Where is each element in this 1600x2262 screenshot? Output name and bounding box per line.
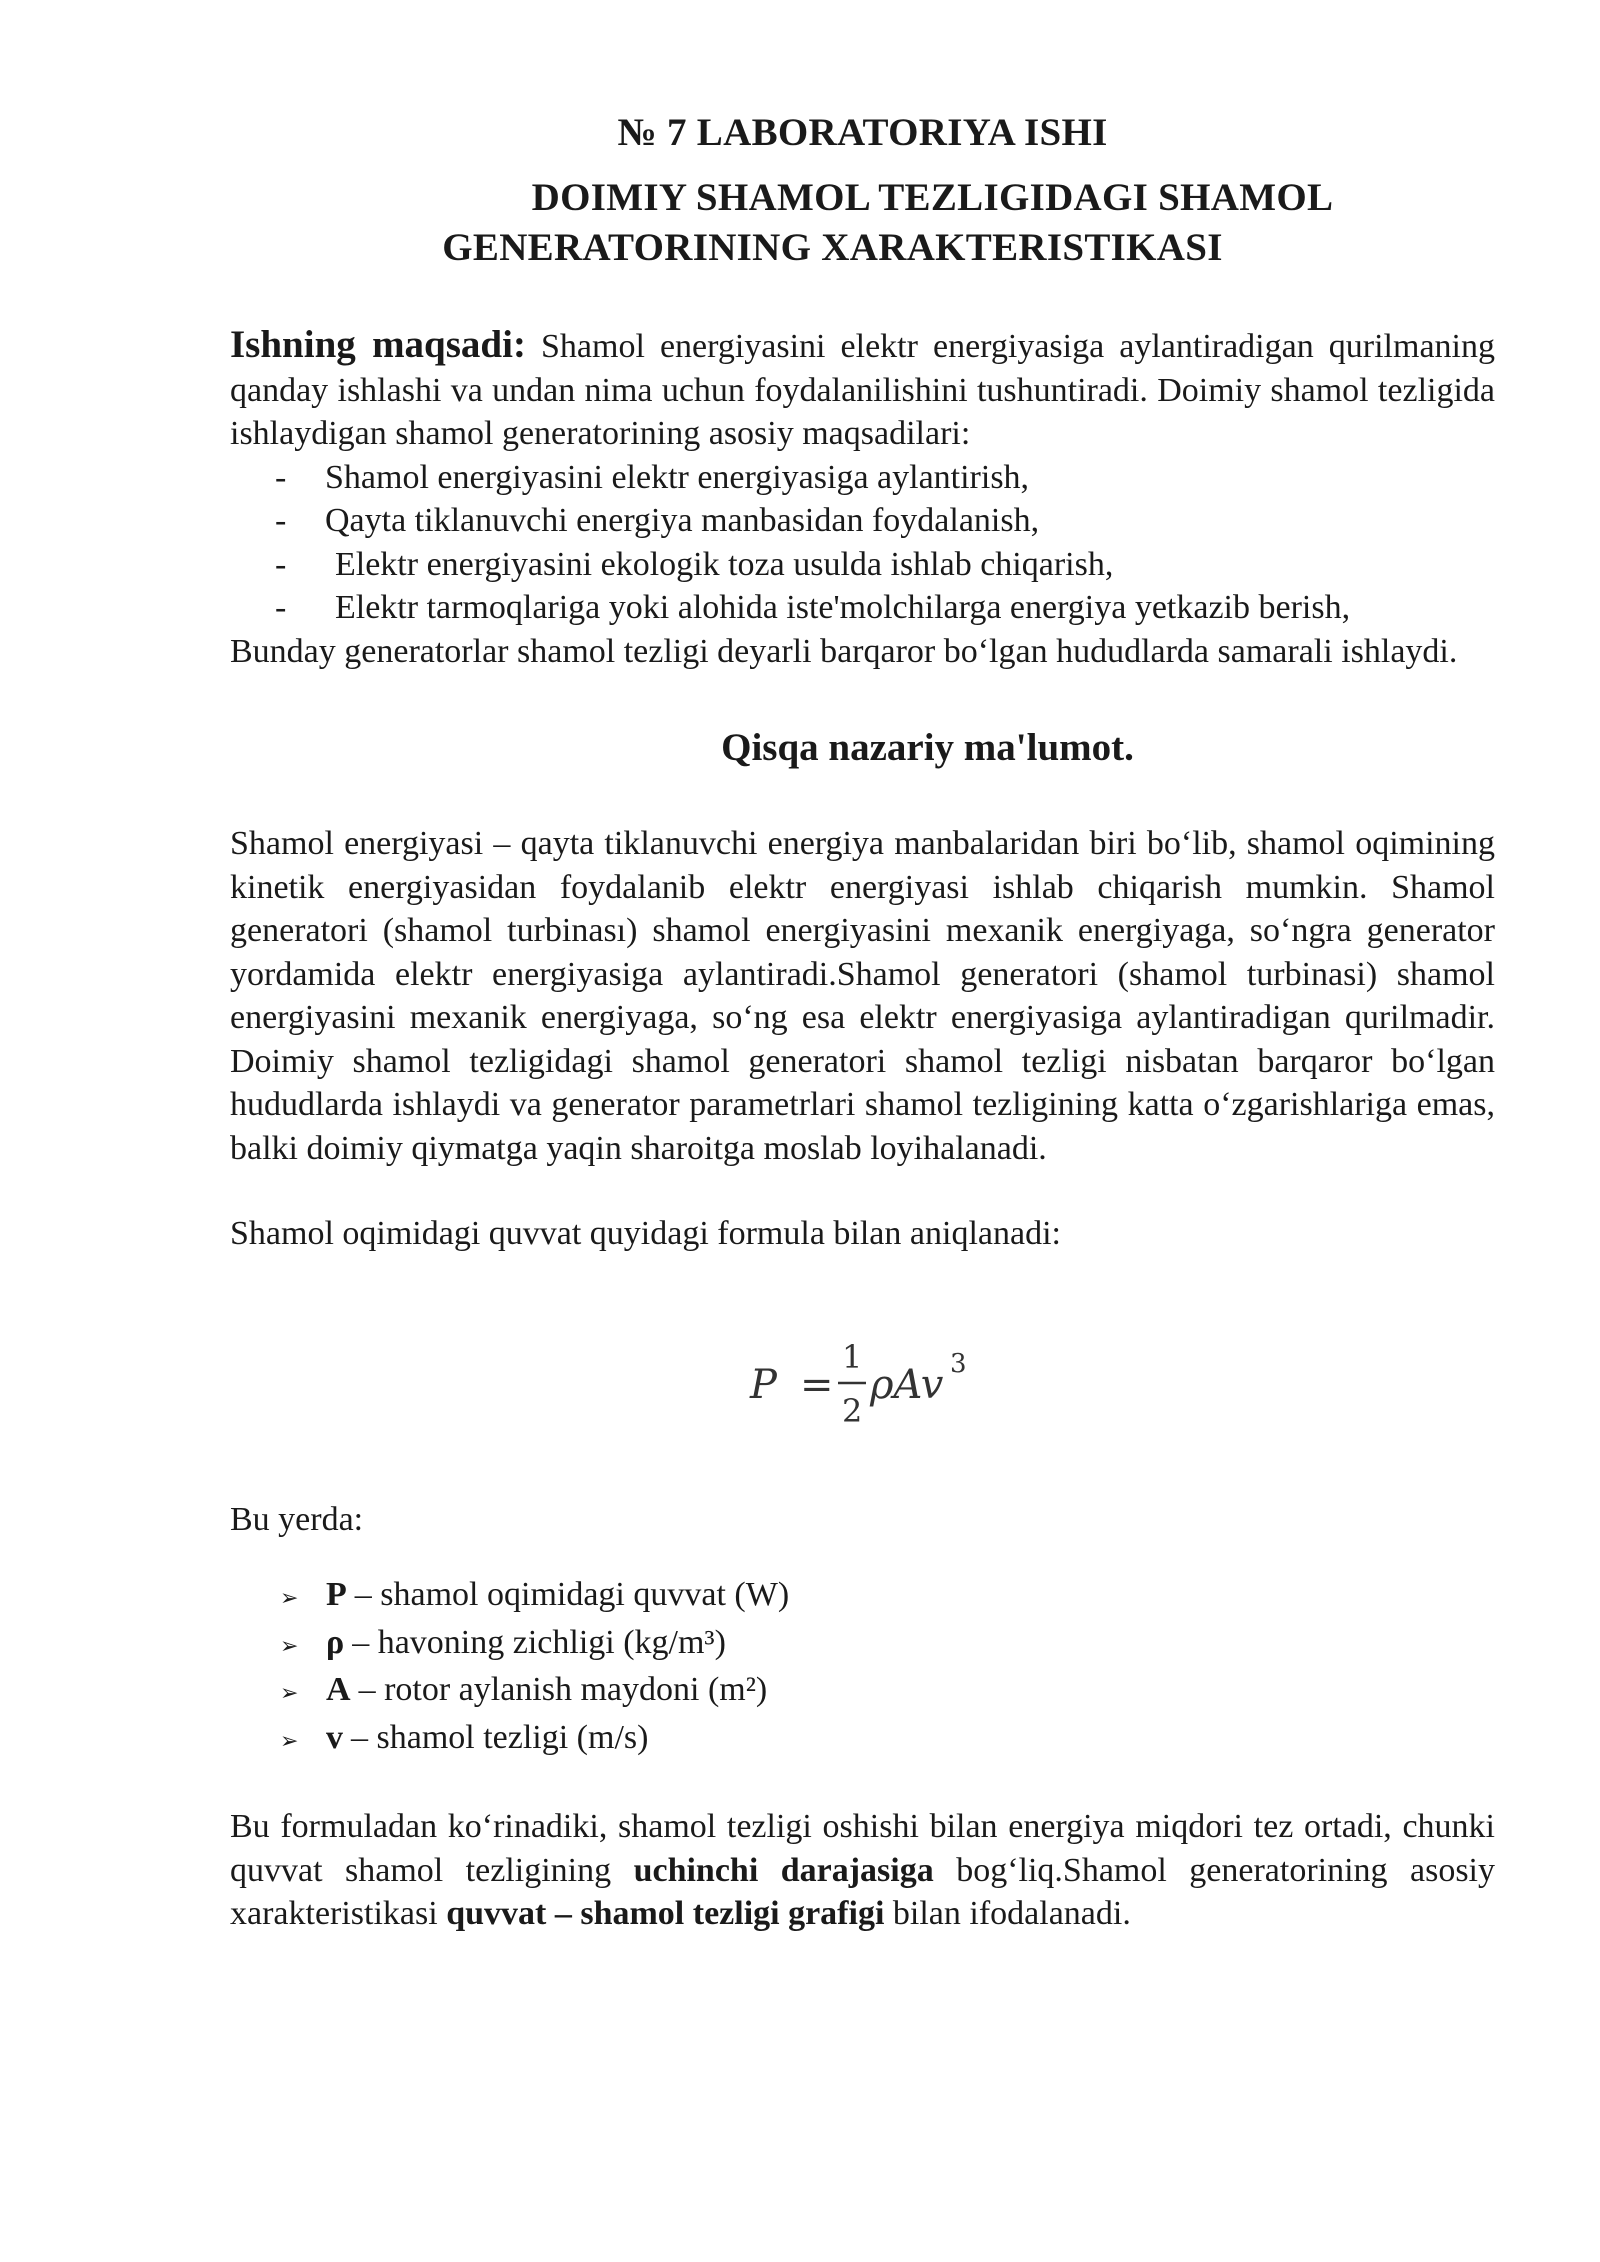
arrow-bullet-icon: ➢ <box>280 1681 299 1706</box>
arrow-bullet-icon: ➢ <box>280 1586 299 1611</box>
formula-rhs: ρAv <box>870 1361 944 1408</box>
goal-paragraph <box>230 323 1495 456</box>
conclusion-paragraph: Bu formuladan ko‘rinadiki, shamol tezligi oshishi bilan energiya miqdori tez ortadi, chunki quvvat shamol tezligining uchinchi darajasiga bog‘liq.Shamol generatorining asosiy xarakteristikasi quvvat – shamol tezligi grafigi bilan ifodalanadi. <box>230 1808 1495 1932</box>
variable-desc: – havoning zichligi (kg/m³) <box>352 1623 726 1661</box>
formula-equals: = <box>800 1361 834 1408</box>
formula-numerator: 1 <box>842 1337 863 1376</box>
list-item <box>280 1573 1495 1621</box>
dash-bullet: - <box>275 502 287 539</box>
variable-symbol: ρ <box>326 1623 345 1661</box>
dash-bullet: - <box>275 589 287 626</box>
list-item <box>280 1668 1495 1716</box>
bold-term: uchinchi darajasiga <box>633 1851 934 1889</box>
formula-intro: Shamol oqimidagi quvvat quyidagi formula bilan aniqlanadi: <box>230 1215 1061 1252</box>
variable-desc: – shamol oqimidagi quvvat (W) <box>354 1576 790 1613</box>
formula-svg <box>730 1322 990 1442</box>
theory-paragraph: Shamol energiyasi – qayta tiklanuvchi energiya manbalaridan biri bo‘lib, shamol oqimining kinetik energiyasidan foydalanib elektr energiyasi ishlab chiqarish mumkin. Shamol generatori (shamol turbinası) shamol energiyasini mexanik energiyaga, so‘ngra generator yordamida elektr energiyasiga aylantiradi.Shamol generatori (shamol turbinasi) shamol energiyasini mexanik energiyaga, so‘ng esa elektr energiyasiga aylantiradigan qurilmadir. Doimiy shamol tezligidagi shamol generatori shamol tezligi nisbatan barqaror bo‘lgan hududlarda ishlaydi va generator parametrlari shamol tezligining katta o‘zgarishlariga emas, balki doimiy qiymatga yaqin sharoitga moslab loyihalanadi. <box>230 825 1495 1167</box>
document-title <box>230 173 1495 273</box>
list-item <box>280 1716 1495 1764</box>
variable-symbol: A <box>326 1671 351 1708</box>
variable-desc: – rotor aylanish maydoni (m²) <box>358 1671 768 1708</box>
title-line-2: GENERATORINING XARAKTERISTIKASI <box>442 226 1223 269</box>
list-item: - Shamol energiyasini elektr energiyasiga aylantirish, <box>275 456 1495 500</box>
where-label: Bu yerda: <box>230 1500 364 1538</box>
list-item: - Elektr tarmoqlariga yoki alohida iste'molchilarga energiya yetkazib berish, <box>275 586 1495 630</box>
title-line-1: DOIMIY SHAMOL TEZLIGIDAGI SHAMOL <box>531 176 1334 219</box>
goal-label: Ishning maqsadi: <box>230 323 526 366</box>
arrow-bullet-icon: ➢ <box>280 1633 299 1659</box>
goal-list <box>230 456 1495 630</box>
power-formula <box>230 1322 1495 1442</box>
variable-symbol: P <box>326 1576 347 1613</box>
formula-exponent: 3 <box>950 1348 967 1379</box>
list-item: - Elektr energiyasini ekologik toza usulda ishlab chiqarish, <box>275 543 1495 587</box>
goal-text: Shamol energiyasini elektr energiyasiga aylantiradigan qurilmaning qanday ishlashi va undan nima uchun foydalanilishini tushuntiradi. Doimiy shamol tezligida ishlaydigan shamol generatorining asosiy maqsadilari: <box>230 328 1495 452</box>
variable-list <box>230 1573 1495 1763</box>
section-heading: Qisqa nazariy ma'lumot. <box>721 726 1134 769</box>
variable-symbol: v <box>326 1718 343 1756</box>
list-item: - Qayta tiklanuvchi energiya manbasidan foydalanish, <box>275 499 1495 543</box>
formula-lhs: P <box>750 1361 777 1408</box>
bold-term: quvvat – shamol tezligi grafigi <box>446 1895 885 1932</box>
dash-bullet: - <box>275 458 287 496</box>
lab-title: № 7 LABORATORIYA ISHI <box>617 111 1108 154</box>
goal-closing: Bunday generatorlar shamol tezligi deyarli barqaror bo‘lgan hududlarda samarali ishlaydi. <box>230 632 1458 670</box>
formula-denominator: 2 <box>842 1391 863 1430</box>
list-item <box>280 1621 1495 1669</box>
variable-desc: – shamol tezligi (m/s) <box>351 1718 649 1756</box>
document-page <box>230 110 1495 1936</box>
dash-bullet: - <box>275 545 287 583</box>
arrow-bullet-icon: ➢ <box>280 1728 299 1754</box>
